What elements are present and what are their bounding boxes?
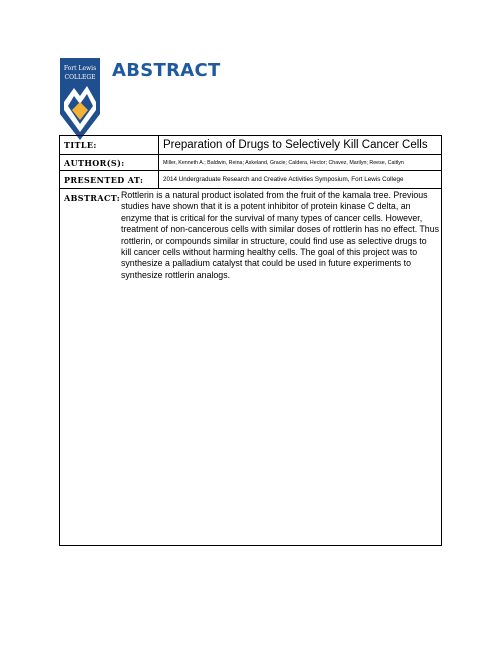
abstract-label: ABSTRACT: (64, 193, 121, 203)
authors-value: Miller, Kenneth A.; Baldwin, Reina; Askeland, Gracie; Caldera, Hector; Chavez, Marilyn; Reese, Caitlyn (163, 159, 404, 166)
title-row (60, 136, 441, 155)
college-logo (60, 58, 100, 140)
authors-row (60, 155, 441, 171)
title-label: TITLE: (60, 136, 159, 154)
college-logo-graphic (60, 58, 100, 140)
abstract-text: Rottlerin is a natural product isolated from the fruit of the kamala tree. Previous studies have shown that it is a potent inhibitor of protein kinase C delta, an enzyme that is critical for the survival of many types of cancer cells. However, treatment of non-cancerous cells with similar doses of rottlerin has no effect. Thus rottlerin, or compounds similar in structure, could find use as selective drugs to kill cancer cells without harming healthy cells. The goal of this project was to synthesize a palladium catalyst that could be used in future experiments to synthesize rottlerin analogs. (121, 190, 439, 280)
logo-text-line1: Fort Lewis (63, 65, 97, 72)
authors-label: AUTHOR(S): (60, 155, 159, 170)
abstract-form (59, 135, 442, 546)
presented-row (60, 171, 441, 189)
presented-value: 2014 Undergraduate Research and Creative Activities Symposium, Fort Lewis College (163, 176, 404, 183)
title-value: Preparation of Drugs to Selectively Kill Cancer Cells (163, 139, 428, 151)
page-heading: ABSTRACT (112, 60, 221, 81)
presented-label: PRESENTED AT: (60, 171, 159, 188)
logo-text-line2: COLLEGE (64, 74, 96, 81)
